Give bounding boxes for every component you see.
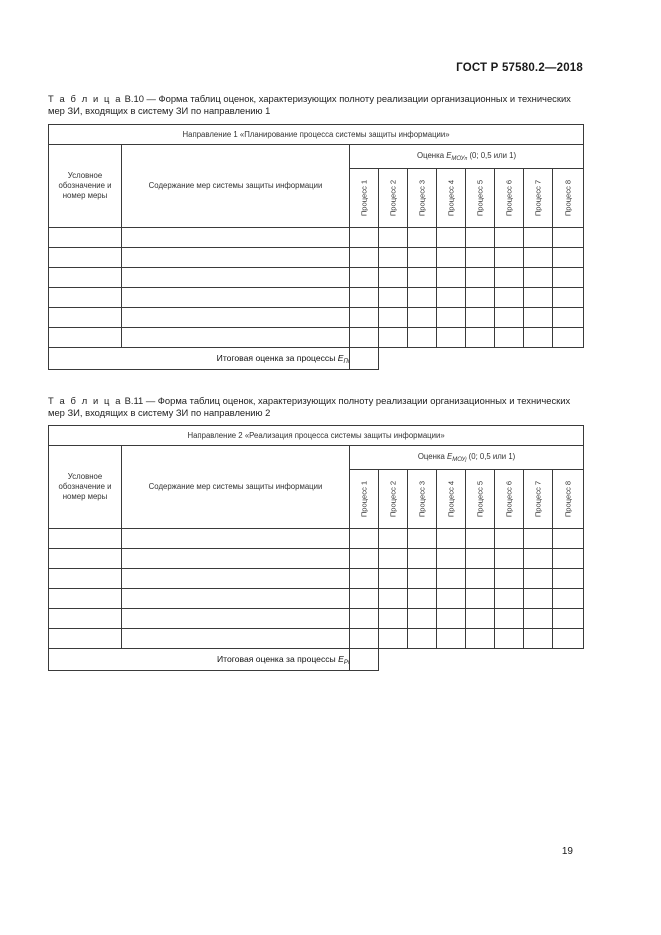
score-subscript: МОУj [452, 457, 467, 463]
table-row [49, 228, 584, 248]
process-header-7: Процесс 7 [524, 169, 553, 228]
caption-prefix: Т а б л и ц а [48, 93, 123, 104]
table-caption-b10 [48, 93, 584, 117]
process-header-3: Процесс 3 [408, 169, 437, 228]
process-header-2: Процесс 2 [379, 470, 408, 529]
process-header-6: Процесс 6 [495, 470, 524, 529]
process-header-6: Процесс 6 [495, 169, 524, 228]
table-row [49, 288, 584, 308]
total-label: Итоговая оценка за процессы $E_{Пi}$ [49, 348, 350, 370]
direction-title: Направление 1 «Планирование процесса системы защиты информации» [49, 125, 584, 145]
column-header-code: Условное обозначение и номер меры [49, 145, 122, 228]
process-header-3: Процесс 3 [408, 470, 437, 529]
direction-title: Направление 2 «Реализация процесса системы защиты информации» [49, 426, 584, 446]
total-row [49, 348, 584, 370]
score-subscript: МОУп [451, 156, 468, 162]
table-row [49, 529, 584, 549]
total-cell [350, 348, 379, 370]
table-caption-b11 [48, 395, 584, 419]
score-symbol: E [447, 452, 453, 461]
score-range: (0; 0,5 или 1) [466, 452, 516, 461]
column-header-code: Условное обозначение и номер меры [49, 446, 122, 529]
table-row [49, 609, 584, 629]
document-code: ГОСТ Р 57580.2—2018 [456, 62, 583, 74]
column-header-content: Содержание мер системы защиты информации [122, 446, 350, 529]
caption-prefix: Т а б л и ц а [48, 395, 123, 406]
process-header-2: Процесс 2 [379, 169, 408, 228]
score-label: Оценка [417, 151, 447, 160]
table-row [49, 569, 584, 589]
score-header [350, 446, 584, 470]
process-header-8: Процесс 8 [553, 169, 584, 228]
process-header-4: Процесс 4 [437, 470, 466, 529]
score-range: (0; 0,5 или 1) [467, 151, 517, 160]
table-row [49, 589, 584, 609]
table-row [49, 308, 584, 328]
process-header-8: Процесс 8 [553, 470, 584, 529]
process-header-4: Процесс 4 [437, 169, 466, 228]
process-header-1: Процесс 1 [350, 470, 379, 529]
total-cell [350, 649, 379, 671]
table-row [49, 328, 584, 348]
table-row [49, 549, 584, 569]
process-header-1: Процесс 1 [350, 169, 379, 228]
assessment-table-b10 [48, 124, 584, 370]
process-header-7: Процесс 7 [524, 470, 553, 529]
process-header-5: Процесс 5 [466, 169, 495, 228]
score-header [350, 145, 584, 169]
table-row [49, 268, 584, 288]
process-header-5: Процесс 5 [466, 470, 495, 529]
page-number: 19 [561, 846, 573, 857]
table-row [49, 629, 584, 649]
total-row [49, 649, 584, 671]
score-label: Оценка [417, 452, 448, 461]
score-symbol: E [446, 151, 452, 160]
table-row [49, 248, 584, 268]
caption-text: В.10 — Форма таблиц оценок, характеризующих полноту реализации организационных и технических мер ЗИ, входящих в систему ЗИ по направлению 1 [48, 93, 571, 116]
total-label: Итоговая оценка за процессы $E_{Рi}$ [49, 649, 350, 671]
column-header-content: Содержание мер системы защиты информации [122, 145, 350, 228]
assessment-table-b11 [48, 425, 584, 671]
caption-text: В.11 — Форма таблиц оценок, характеризующих полноту реализации организационных и технических мер ЗИ, входящих в систему ЗИ по направлению 2 [48, 395, 571, 418]
